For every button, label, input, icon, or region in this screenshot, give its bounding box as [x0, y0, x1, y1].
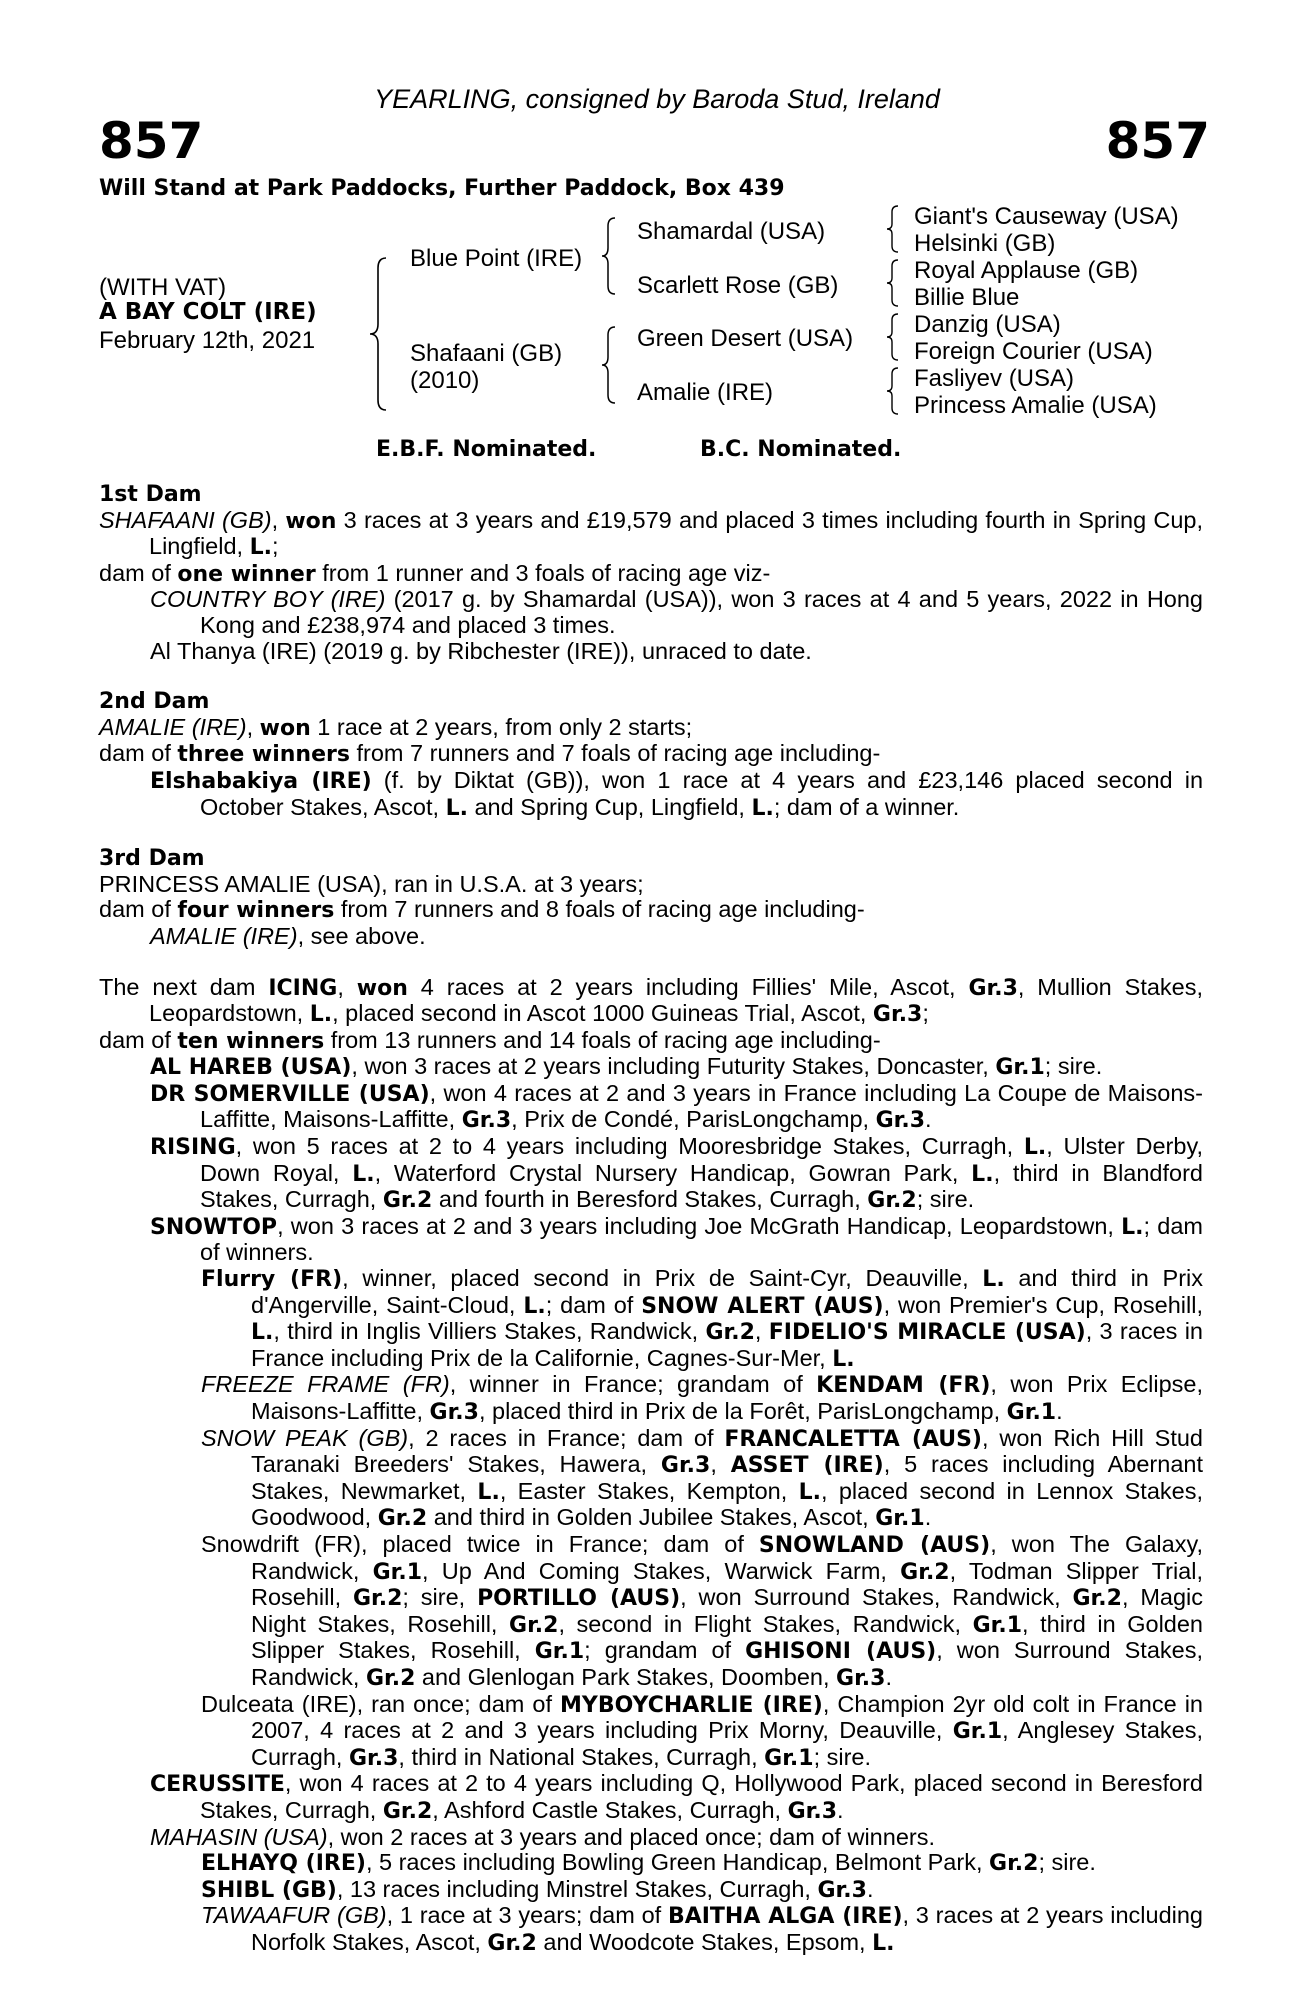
entry-text: ; grandam of — [584, 1637, 746, 1664]
bold-text: won — [356, 975, 408, 1001]
bold-text: Gr.1 — [952, 1719, 1003, 1745]
pedigree-gg-6: Foreign Courier (USA) — [914, 338, 1153, 365]
entry-text: , — [754, 1318, 769, 1345]
entry-text: from 7 runners and 8 foals of racing age including- — [334, 896, 865, 923]
bold-text: DR SOMERVILLE (USA) — [150, 1081, 430, 1107]
entry-text: The next dam — [99, 973, 269, 1000]
entry-text: (2017 g. by Shamardal (USA)), won 3 races at 4 and 5 years, 2022 in Hong Kong and £238,974 and placed 3 times. — [200, 586, 1204, 638]
entry-text: Dulceata (IRE), ran once; dam of — [201, 1690, 561, 1717]
entry-text: . — [925, 1106, 932, 1133]
bold-text: Gr.2 — [867, 1188, 917, 1214]
bold-text: BAITHA ALGA (IRE) — [667, 1904, 903, 1930]
entry-text: , Mullion Stakes, Leopardstown, — [149, 973, 1204, 1027]
pedigree-entry — [99, 1372, 1203, 1425]
pedigree-dam-dam: Amalie (IRE) — [637, 379, 774, 406]
bold-text: Gr.2 — [487, 1930, 537, 1956]
entry-text: , 13 races including Minstrel Stakes, Curragh, — [336, 1875, 818, 1902]
entry-text: (f. by Diktat (GB)), won 1 race at 4 years and £23,146 placed second in October Stakes, Ascot, — [200, 766, 1204, 820]
pedigree-brace-gg1 — [885, 204, 901, 254]
bold-text: Flurry (FR) — [201, 1267, 343, 1293]
entry-text: ; dam of a winner. — [773, 793, 960, 820]
pedigree-brace-sire — [600, 216, 620, 296]
entry-text: , 5 races including Bowling Green Handicap, Belmont Park, — [365, 1849, 990, 1876]
bold-text: Gr.1 — [972, 1612, 1023, 1638]
entry-text: , 1 race at 3 years; dam of — [386, 1902, 668, 1929]
bold-text: MYBOYCHARLIE (IRE) — [560, 1692, 823, 1718]
entry-text: Snowdrift (FR), placed twice in France; dam of — [201, 1530, 759, 1557]
entry-text: , third in Inglis Villiers Stakes, Randwick, — [273, 1318, 706, 1345]
entry-text: and fourth in Beresford Stakes, Curragh, — [432, 1186, 868, 1213]
entry-text: , won The Galaxy, Randwick, — [251, 1530, 1203, 1584]
bold-text: Gr.3 — [660, 1453, 711, 1479]
dam-section — [99, 689, 1203, 821]
bold-text: Gr.2 — [382, 1798, 433, 1824]
entry-text: , placed second in Ascot 1000 Guineas Trial, Ascot, — [332, 1000, 873, 1027]
entry-text: . — [837, 1796, 844, 1823]
bold-text: Gr.3 — [461, 1108, 512, 1134]
entry-text: , won 2 races at 3 years and placed once; dam of winners. — [327, 1823, 935, 1850]
entry-text: , won Prix Eclipse, Maisons-Laffitte, — [251, 1371, 1203, 1424]
entry-text: , third in Golden Slipper Stakes, Rosehill, — [251, 1610, 1203, 1664]
bold-text: Gr.2 — [1072, 1586, 1122, 1612]
pedigree-brace-gg3 — [885, 312, 901, 362]
consignment-line: YEARLING, consigned by Baroda Stud, Ireland — [374, 84, 940, 114]
bold-text: L. — [251, 1320, 274, 1346]
bold-text: Gr.2 — [365, 1665, 416, 1691]
bold-text: L. — [982, 1267, 1005, 1293]
entry-text: , won 4 races at 2 to 4 years including Q, Hollywood Park, placed second in Beresford Stakes, Curragh, — [200, 1770, 1203, 1823]
entry-text: and Woodcote Stakes, Epsom, — [536, 1928, 873, 1955]
bold-text: Elshabakiya (IRE) — [150, 768, 372, 794]
vat-note: (WITH VAT) — [99, 274, 227, 301]
bold-text: L. — [872, 1930, 895, 1956]
pedigree-entry — [99, 639, 1203, 665]
bold-text: Gr.2 — [382, 1188, 433, 1214]
italic-text: SNOW PEAK (GB) — [201, 1424, 409, 1451]
pedigree-entry — [99, 1426, 1203, 1532]
entry-text: from 13 runners and 14 foals of racing age including- — [324, 1026, 881, 1053]
bold-text: L. — [798, 1479, 821, 1505]
pedigree-entry — [99, 715, 1203, 742]
pedigree-entry — [99, 1054, 1203, 1081]
bold-text: Gr.2 — [509, 1612, 559, 1638]
entry-text: ; sire. — [1044, 1053, 1103, 1080]
pedigree-entry — [99, 1877, 1203, 1904]
pedigree-dam-sire: Green Desert (USA) — [637, 325, 854, 352]
pedigree-entry — [99, 872, 1203, 898]
entry-text: . — [866, 1875, 874, 1902]
bold-text: three winners — [177, 742, 350, 768]
bold-text: L. — [445, 795, 468, 821]
bold-text: Gr.2 — [377, 1506, 428, 1532]
entry-text: Al Thanya (IRE) (2019 g. by Ribchester (IRE)), unraced to date. — [150, 637, 812, 664]
italic-text: AMALIE (IRE) — [99, 713, 247, 740]
entry-text: 3 races at 3 years and £19,579 and placed 3 times including fourth in Spring Cup, Lingfield, — [149, 506, 1203, 560]
entry-text: , Waterford Crystal Nursery Handicap, Gowran Park, — [374, 1159, 972, 1186]
bc-nominated: B.C. Nominated. — [700, 437, 902, 462]
bold-text: FIDELIO'S MIRACLE (USA) — [768, 1320, 1086, 1346]
entry-text: , — [710, 1451, 731, 1478]
pedigree-entry — [99, 587, 1203, 638]
bold-text: Gr.1 — [764, 1745, 814, 1771]
bold-text: Gr.3 — [429, 1400, 479, 1425]
bold-text: Gr.1 — [1006, 1400, 1057, 1425]
bold-text: won — [259, 715, 311, 741]
pedigree-entry — [99, 768, 1203, 821]
italic-text: FREEZE FRAME (FR) — [201, 1371, 450, 1398]
bold-text: Gr.1 — [995, 1055, 1045, 1081]
bold-text: Gr.2 — [900, 1559, 950, 1585]
bold-text: L. — [477, 1479, 500, 1505]
bold-text: Gr.1 — [875, 1506, 925, 1532]
pedigree-dam-year: (2010) — [410, 367, 480, 394]
bold-text: SNOWLAND (AUS) — [758, 1532, 991, 1558]
bold-text: Gr.3 — [787, 1798, 838, 1824]
dam-section — [99, 482, 1203, 664]
pedigree-entry — [99, 1134, 1203, 1214]
section-heading: 1st Dam — [99, 482, 202, 507]
entry-text: ; dam of winners. — [200, 1212, 1203, 1266]
bold-text: Gr.3 — [836, 1665, 886, 1691]
pedigree-sire-dam: Scarlett Rose (GB) — [637, 272, 839, 299]
bold-text: AL HAREB (USA) — [150, 1055, 352, 1081]
bold-text: L. — [249, 535, 272, 561]
bold-text: L. — [309, 1002, 333, 1028]
bold-text: Gr.3 — [817, 1877, 867, 1903]
pedigree-brace-gg2 — [885, 258, 901, 308]
entry-text: , won 3 races at 2 years including Futurity Stakes, Doncaster, — [351, 1053, 996, 1080]
entry-text: , Todman Slipper Trial, Rosehill, — [251, 1557, 1204, 1611]
italic-text: TAWAAFUR (GB) — [201, 1902, 387, 1929]
entry-text: , won 4 races at 2 and 3 years in France including La Coupe de Maisons-Laffitte, Maisons-Laffitte, — [200, 1079, 1203, 1133]
entry-text: , placed third in Prix de la Forêt, ParisLongchamp, — [478, 1398, 1007, 1424]
pedigree-entry — [99, 1266, 1203, 1372]
pedigree-gg-4: Billie Blue — [914, 284, 1020, 311]
entry-text: , won Surround Stakes, Randwick, — [251, 1637, 1203, 1690]
bold-text: RISING — [150, 1135, 236, 1161]
pedigree-gg-7: Fasliyev (USA) — [914, 365, 1075, 392]
bold-text: ten winners — [177, 1028, 325, 1054]
entry-text: , — [337, 973, 357, 1000]
entry-text: , won 5 races at 2 to 4 years including Mooresbridge Stakes, Curragh, — [235, 1133, 1024, 1160]
entry-text: , 5 races including Abernant Stakes, Newmarket, — [251, 1451, 1203, 1504]
entry-text: , Ulster Derby, Down Royal, — [200, 1133, 1203, 1186]
entry-text: , second in Flight Stakes, Randwick, — [558, 1610, 973, 1637]
bold-text: L. — [971, 1161, 994, 1187]
bold-text: SNOW ALERT (AUS) — [641, 1293, 884, 1319]
bold-text: L. — [1121, 1214, 1144, 1240]
bold-text: CERUSSITE — [150, 1772, 285, 1798]
pedigree-sire-sire: Shamardal (USA) — [637, 218, 826, 245]
entry-text: , placed second in Lennox Stakes, Goodwood, — [251, 1477, 1204, 1531]
bold-text: Gr.1 — [372, 1559, 423, 1585]
entry-text: , winner, placed second in Prix de Saint-Cyr, Deauville, — [342, 1265, 983, 1292]
entry-text: 4 races at 2 years including Fillies' Mile, Ascot, — [407, 973, 969, 1000]
entry-text: , 3 races in France including Prix de la Californie, Cagnes-Sur-Mer, — [251, 1318, 1203, 1371]
bold-text: Gr.2 — [705, 1320, 755, 1346]
entry-text: and Glenlogan Park Stakes, Doomben, — [415, 1663, 837, 1690]
bold-text: Gr.2 — [352, 1586, 403, 1612]
bold-text: L. — [751, 795, 774, 821]
bold-text: one winner — [177, 561, 316, 587]
section-heading: 2nd Dam — [99, 689, 210, 715]
pedigree-entry — [99, 1771, 1203, 1824]
bold-text: L. — [523, 1293, 546, 1319]
bold-text: PORTILLO (AUS) — [477, 1586, 681, 1612]
entry-text: , won Premier's Cup, Rosehill, — [883, 1291, 1204, 1318]
bold-text: four winners — [177, 898, 335, 924]
lot-number-left: 857 — [99, 112, 204, 170]
pedigree-entry — [99, 1214, 1203, 1266]
italic-text: MAHASIN (USA) — [150, 1823, 328, 1850]
pedigree-entry — [99, 1532, 1203, 1692]
bold-text: FRANCALETTA (AUS) — [724, 1426, 982, 1452]
pedigree-entry — [99, 1081, 1203, 1134]
entry-text: , won Surround Stakes, Randwick, — [680, 1584, 1073, 1611]
entry-text: , Ashford Castle Stakes, Curragh, — [432, 1796, 788, 1823]
bold-text: SHIBL (GB) — [201, 1877, 337, 1903]
entry-text: , Easter Stakes, Kempton, — [499, 1477, 799, 1504]
entry-text: and third in Golden Jubilee Stakes, Ascot, — [427, 1504, 876, 1531]
entry-text: dam of — [99, 1026, 178, 1053]
entry-text: dam of — [99, 559, 178, 586]
horse-foaled: February 12th, 2021 — [99, 327, 316, 354]
pedigree-gg-1: Giant's Causeway (USA) — [914, 203, 1179, 230]
entry-text: , Anglesey Stakes, Curragh, — [251, 1717, 1203, 1770]
ebf-nominated: E.B.F. Nominated. — [376, 437, 597, 462]
pedigree-entry — [99, 924, 1203, 950]
pedigree-brace-gg4 — [885, 366, 901, 416]
pedigree-entry — [99, 1825, 1203, 1851]
pedigree-gg-5: Danzig (USA) — [914, 311, 1061, 338]
entry-text: , Magic Night Stakes, Rosehill, — [251, 1584, 1204, 1637]
bold-text: Gr.3 — [872, 1002, 923, 1028]
pedigree-entry — [99, 1903, 1203, 1956]
entry-text: ; sire. — [813, 1743, 872, 1770]
entry-text: , 3 races at 2 years including Norfolk Stakes, Ascot, — [251, 1902, 1203, 1955]
pedigree-entry — [99, 897, 1203, 924]
entry-text: ; — [922, 1000, 929, 1027]
pedigree-gg-2: Helsinki (GB) — [914, 230, 1056, 257]
entry-text: . — [924, 1504, 932, 1531]
entry-text: ; — [272, 533, 279, 560]
entry-text: , won 3 races at 2 and 3 years including Joe McGrath Handicap, Leopardstown, — [277, 1212, 1122, 1239]
entry-text: dam of — [99, 740, 178, 767]
bold-text: Gr.1 — [534, 1639, 585, 1665]
italic-text: AMALIE (IRE) — [150, 922, 298, 949]
bold-text: Gr.3 — [968, 975, 1018, 1001]
lot-number-right: 857 — [1105, 112, 1210, 170]
entry-text: , third in National Stakes, Curragh, — [398, 1743, 765, 1770]
entry-text: , — [271, 506, 286, 533]
pedigree-sire: Blue Point (IRE) — [410, 245, 583, 272]
horse-name: A BAY COLT (IRE) — [99, 299, 317, 325]
dam-section — [99, 975, 1203, 1957]
pedigree-dam: Shafaani (GB) — [410, 340, 563, 367]
italic-text: SHAFAANI (GB) — [99, 506, 272, 533]
bold-text: L. — [832, 1346, 855, 1372]
bold-text: Gr.3 — [875, 1108, 926, 1134]
entry-text: , Up And Coming Stakes, Warwick Farm, — [422, 1557, 901, 1584]
bold-text: SNOWTOP — [150, 1214, 278, 1240]
bold-text: GHISONI (AUS) — [745, 1639, 937, 1665]
entry-text: ; sire. — [916, 1186, 975, 1213]
entry-text: . — [1056, 1398, 1063, 1424]
entry-text: , see above. — [297, 922, 426, 949]
italic-text: COUNTRY BOY (IRE) — [150, 586, 386, 613]
stand-info: Will Stand at Park Paddocks, Further Paddock, Box 439 — [99, 176, 785, 201]
pedigree-entry — [99, 508, 1203, 561]
bold-text: KENDAM (FR) — [816, 1373, 991, 1399]
section-heading: 3rd Dam — [99, 846, 205, 872]
pedigree-brace-main — [368, 256, 392, 412]
entry-text: , won Rich Hill Stud Taranaki Breeders' Stakes, Hawera, — [251, 1424, 1203, 1478]
entry-text: ; dam of — [545, 1291, 642, 1318]
bold-text: Gr.3 — [348, 1745, 399, 1771]
bold-text: ASSET (IRE) — [730, 1453, 884, 1479]
pedigree-entry — [99, 975, 1203, 1028]
entry-text: and third in Prix d'Angerville, Saint-Cloud, — [251, 1265, 1203, 1318]
entry-text: , 2 races in France; dam of — [408, 1424, 725, 1451]
entry-text: dam of — [99, 896, 178, 923]
bold-text: ICING — [268, 975, 338, 1001]
entry-text: ; sire, — [402, 1584, 478, 1611]
entry-text: ; sire. — [1038, 1849, 1096, 1876]
bold-text: L. — [1023, 1135, 1047, 1161]
entry-text: , Prix de Condé, ParisLongchamp, — [511, 1106, 876, 1133]
entry-text: . — [885, 1663, 892, 1690]
pedigree-entry — [99, 741, 1203, 768]
entry-text: from 7 runners and 7 foals of racing age including- — [349, 740, 881, 767]
pedigree-entry — [99, 1850, 1203, 1877]
bold-text: L. — [352, 1161, 375, 1187]
pedigree-entry — [99, 561, 1203, 588]
dam-section — [99, 846, 1203, 949]
entry-text: 1 race at 2 years, from only 2 starts; — [310, 713, 693, 740]
pedigree-gg-8: Princess Amalie (USA) — [914, 392, 1157, 419]
entry-text: , — [246, 713, 260, 740]
bold-text: won — [285, 508, 337, 534]
entry-text: PRINCESS AMALIE (USA), ran in U.S.A. at 3 years; — [99, 870, 644, 897]
pedigree-entry — [99, 1692, 1203, 1772]
pedigree-entry — [99, 1028, 1203, 1055]
pedigree-gg-3: Royal Applause (GB) — [914, 257, 1139, 284]
entry-text: and Spring Cup, Lingfield, — [467, 793, 752, 820]
entry-text: , Champion 2yr old colt in France in 2007, 4 races at 2 and 3 years including Prix Morny, Deauville, — [251, 1690, 1203, 1744]
catalogue-body — [99, 482, 1203, 1956]
entry-text: , winner in France; grandam of — [449, 1371, 817, 1398]
bold-text: Gr.2 — [989, 1851, 1039, 1877]
bold-text: ELHAYQ (IRE) — [201, 1851, 366, 1877]
pedigree-brace-dam — [600, 325, 620, 405]
entry-text: from 1 runner and 3 foals of racing age viz- — [315, 559, 771, 586]
entry-text: , third in Blandford Stakes, Curragh, — [200, 1159, 1204, 1213]
